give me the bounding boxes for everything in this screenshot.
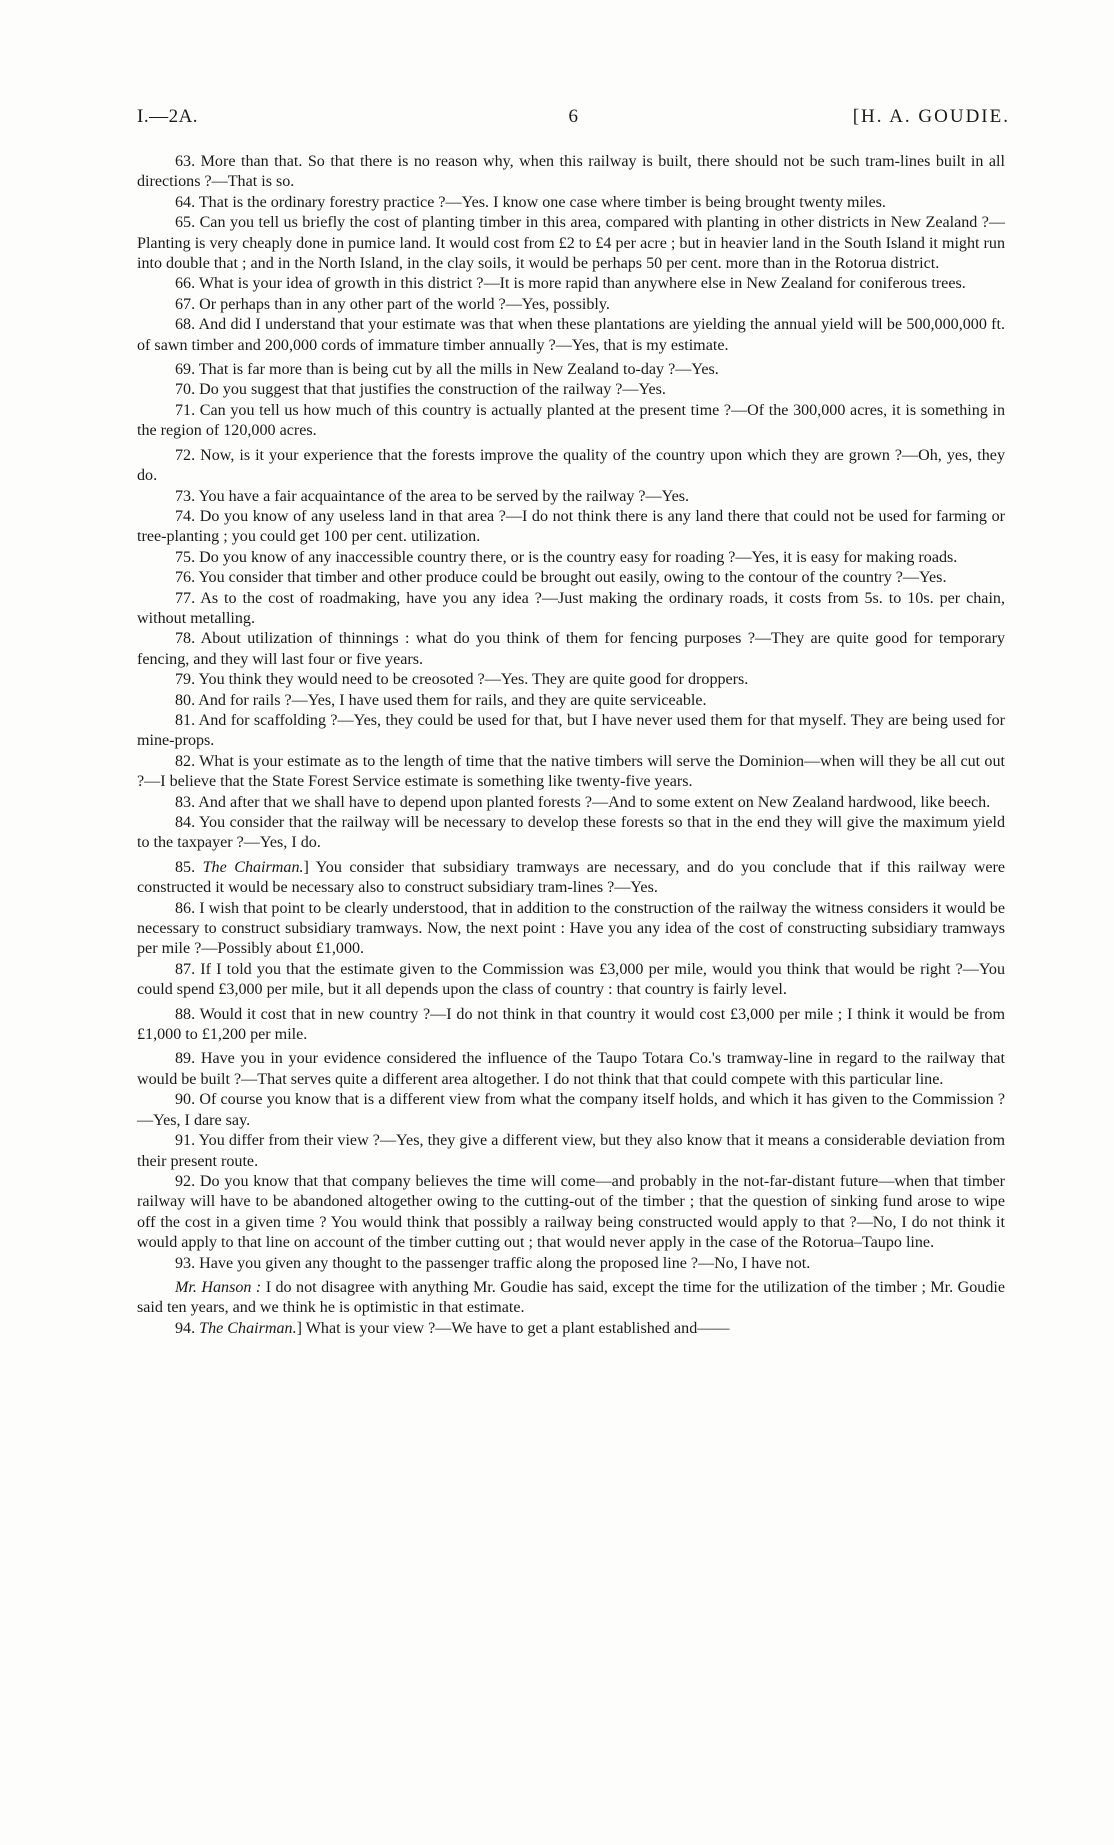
transcript-paragraph: 66. What is your idea of growth in this district ?—It is more rapid than anywhere else in New Zealand for coniferous trees. (175, 275, 966, 293)
transcript-paragraph: 69. That is far more than is being cut by all the mills in New Zealand to-day ?—Yes. (175, 361, 719, 379)
transcript-paragraph: 65. Can you tell us briefly the cost of planting timber in this area, compared with planting in other districts in New Zealand ?—Planting is very cheaply done in pumice land. It would cost from £2 to £4 per acre ; but in heavier land in the South Island it might run into double that ; and in the North Island, in the clay soils, it would be perhaps 50 per cent. more than in the Rotorua district. (137, 214, 1005, 273)
transcript-paragraph: 76. You consider that timber and other produce could be brought out easily, owing to the contour of the country ?—Yes. (175, 569, 947, 587)
paragraph-text: I do not disagree with anything Mr. Goudie has said, except the time for the utilization of the timber ; Mr. Goudie said ten years, and we think he is optimistic in that estimate. (137, 1278, 1005, 1317)
speaker-name: The Chairman. (202, 858, 304, 876)
transcript-paragraph: 79. You think they would need to be creosoted ?—Yes. They are quite good for droppers. (175, 671, 749, 689)
question-number: 94. (175, 1319, 200, 1337)
page-number: 6 (568, 106, 579, 127)
transcript-paragraph: 73. You have a fair acquaintance of the area to be served by the railway ?—Yes. (175, 487, 690, 505)
transcript-paragraph: 68. And did I understand that your estimate was that when these plantations are yielding the annual yield will be 500,000,000 ft. of sawn timber and 200,000 cords of immature timber annually ?—Yes, that is my estimate. (137, 316, 1005, 354)
transcript-paragraph: 82. What is your estimate as to the length of time that the native timbers will serve the Dominion—when will they be all cut out ?—I believe that the State Forest Service estimate is something like twenty-five years. (137, 752, 1005, 791)
transcript-paragraph: 78. About utilization of thinnings : what do you think of them for fencing purposes ?—They are quite good for temporary fencing, and they will last four or five years. (137, 630, 1005, 668)
transcript-paragraph (137, 1319, 1005, 1339)
transcript-paragraph: 90. Of course you know that is a different view from what the company itself holds, and which it has given to the Commission ?—Yes, I dare say. (137, 1091, 1005, 1129)
transcript-paragraph: 77. As to the cost of roadmaking, have you any idea ?—Just making the ordinary roads, it costs from 5s. to 10s. per chain, without metalling. (137, 589, 1005, 627)
transcript-paragraph: 84. You consider that the railway will be necessary to develop these forests so that in the end they will give the maximum yield to the taxpayer ?—Yes, I do. (137, 814, 1005, 852)
witness-name: [H. A. GOUDIE. (852, 106, 1010, 127)
transcript-paragraph: 93. Have you given any thought to the passenger traffic along the proposed line ?—No, I have not. (175, 1254, 811, 1272)
transcript-paragraph: 74. Do you know of any useless land in that area ?—I do not think there is any land there that could not be used for farming or tree-planting ; you could get 100 per cent. utilization. (137, 507, 1005, 546)
transcript-paragraph: 92. Do you know that that company believes the time will come—and probably in the not-far-distant future—when that timber railway will have to be abandoned altogether owing to the cutting-out of the timber ; that the question of sinking fund arose to wipe off the cost in a given time ? You would think that possibly a railway being constructed would apply to that ?—No, I do not think it would apply to that line on account of the timber cutting out ; that would never apply in the case of the Rotorua–Taupo line. (137, 1172, 1005, 1252)
transcript-paragraph: 91. You differ from their view ?—Yes, they give a different view, but they also know that it means a considerable deviation from their present route. (137, 1132, 1005, 1170)
transcript-paragraph: 67. Or perhaps than in any other part of the world ?—Yes, possibly. (175, 295, 610, 313)
transcript-paragraph: 83. And after that we shall have to depend upon planted forests ?—And to some extent on New Zealand hardwood, like beech. (175, 793, 991, 811)
transcript-paragraph: 87. If I told you that the estimate given to the Commission was £3,000 per mile, would you think that would be right ?—You could spend £3,000 per mile, but it all depends upon the class of country : that country is fairly level. (137, 960, 1005, 999)
transcript-paragraph: 75. Do you know of any inaccessible country there, or is the country easy for roading ?—Yes, it is easy for making roads. (175, 548, 958, 566)
speaker-name: The Chairman. (199, 1319, 297, 1337)
transcript-paragraph (137, 1278, 1005, 1319)
transcript-paragraph (137, 858, 1005, 899)
transcript-paragraph: 63. More than that. So that there is no reason why, when this railway is built, there should not be such tram-lines built in all directions ?—That is so. (137, 153, 1005, 191)
document-reference: I.—2A. (137, 106, 199, 127)
transcript-paragraph: 64. That is the ordinary forestry practice ?—Yes. I know one case where timber is being brought twenty miles. (175, 193, 886, 211)
paragraph-text: ] You consider that subsidiary tramways are necessary, and do you conclude that if this railway were constructed it would be necessary also to construct subsidiary tram-lines ?—Yes. (137, 858, 1006, 897)
speaker-name: Mr. Hanson : (175, 1278, 262, 1296)
transcript-paragraph: 72. Now, is it your experience that the forests improve the quality of the country upon which they are grown ?—Oh, yes, they do. (137, 446, 1005, 485)
transcript-paragraph: 89. Have you in your evidence considered the influence of the Taupo Totara Co.'s tramway-line in regard to the railway that would be built ?—That serves quite a different area altogether. I do not think that that could compete with this particular line. (137, 1050, 1005, 1088)
transcript-paragraph: 70. Do you suggest that that justifies the construction of the railway ?—Yes. (175, 381, 666, 399)
transcript-paragraph: 80. And for rails ?—Yes, I have used them for rails, and they are quite serviceable. (175, 691, 707, 709)
transcript-body (137, 152, 1005, 1339)
transcript-paragraph: 71. Can you tell us how much of this country is actually planted at the present time ?—Of the 300,000 acres, it is something in the region of 120,000 acres. (137, 401, 1005, 440)
page-header (137, 106, 1010, 134)
transcript-paragraph: 86. I wish that point to be clearly understood, that in addition to the construction of the railway the witness considers it would be necessary to construct subsidiary tramways. Now, the next point : Have you any idea of the cost of constructing subsidiary tramways per mile ?—Possibly about £1,000. (137, 899, 1005, 958)
transcript-paragraph: 88. Would it cost that in new country ?—I do not think in that country it would cost £3,000 per mile ; I think it would be from £1,000 to £1,200 per mile. (137, 1005, 1005, 1044)
paragraph-text: ] What is your view ?—We have to get a plant established and—— (296, 1319, 730, 1337)
transcript-paragraph: 81. And for scaffolding ?—Yes, they could be used for that, but I have never used them for that myself. They are being used for mine-props. (137, 711, 1005, 750)
question-number: 85. (175, 858, 203, 876)
